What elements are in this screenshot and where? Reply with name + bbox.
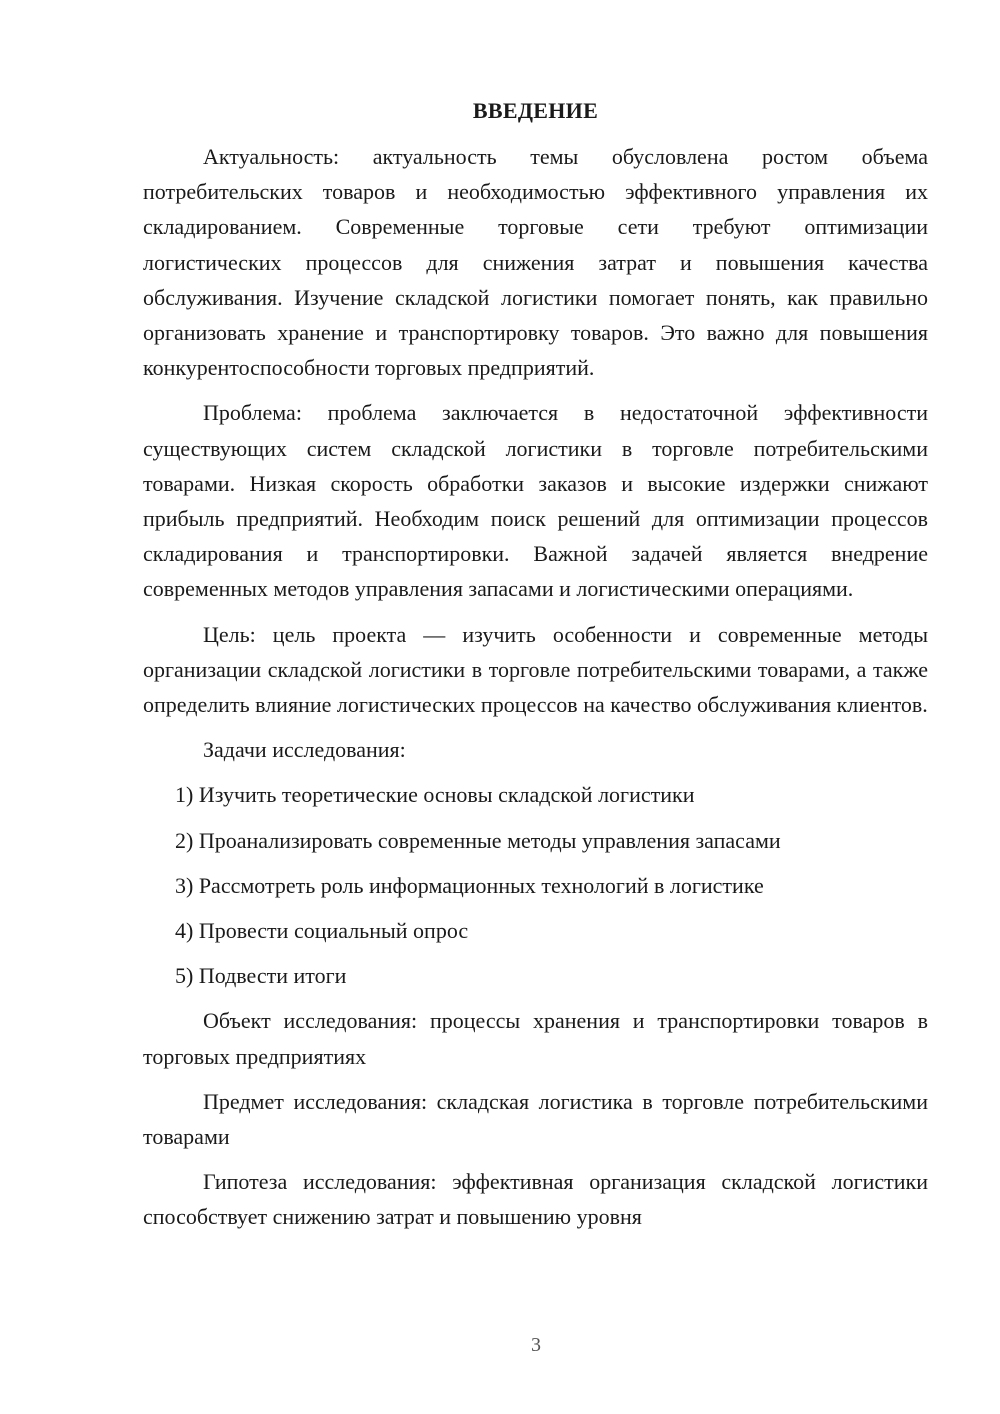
paragraph-goal: Цель: цель проекта — изучить особенности и современные методы организации складской логистики в торговле потребительскими товарами, а также определить влияние логистических процессов на качество обслуживания клиентов. xyxy=(143,621,928,718)
list-item: 3) Рассмотреть роль информационных технологий в логистике xyxy=(175,872,764,898)
list-item: 1) Изучить теоретические основы складской логистики xyxy=(175,782,695,808)
paragraph-problem: Проблема: проблема заключается в недостаточной эффективности существующих систем складской логистики в торговле потребительскими товарами. Низкая скорость обработки заказов и высокие издержки снижают прибыль предприятий. Необходим поиск решений для оптимизации процессов складирования и транспортировки. Важной задачей является внедрение современных методов управления запасами и логистическими операциями. xyxy=(143,400,928,602)
paragraph-object: Объект исследования: процессы хранения и транспортировки товаров в торговых предприятиях xyxy=(143,1008,928,1069)
paragraph-relevance: Актуальность: актуальность темы обусловлена ростом объема потребительских товаров и необходимостью эффективного управления их складированием. Современные торговые сети требуют оптимизации логистических процессов для снижения затрат и повышения качества обслуживания. Изучение складской логистики помогает понять, как правильно организовать хранение и транспортировку товаров. Это важно для повышения конкурентоспособности торговых предприятий. xyxy=(143,144,928,381)
list-item: 4) Провести социальный опрос xyxy=(175,918,469,944)
tasks-list xyxy=(143,777,928,993)
list-item: 2) Проанализировать современные методы управления запасами xyxy=(175,827,781,853)
page-number: 3 xyxy=(531,1334,541,1356)
page-title: ВВЕДЕНИЕ xyxy=(472,98,599,123)
list-item: 5) Подвести итоги xyxy=(175,963,347,989)
tasks-heading: Задачи исследования: xyxy=(203,737,406,763)
paragraph-hypothesis: Гипотеза исследования: эффективная организация складской логистики способствует снижению затрат и повышению уровня xyxy=(143,1169,928,1230)
document-page xyxy=(143,95,928,1245)
paragraph-subject: Предмет исследования: складская логистика в торговле потребительскими товарами xyxy=(143,1088,928,1150)
